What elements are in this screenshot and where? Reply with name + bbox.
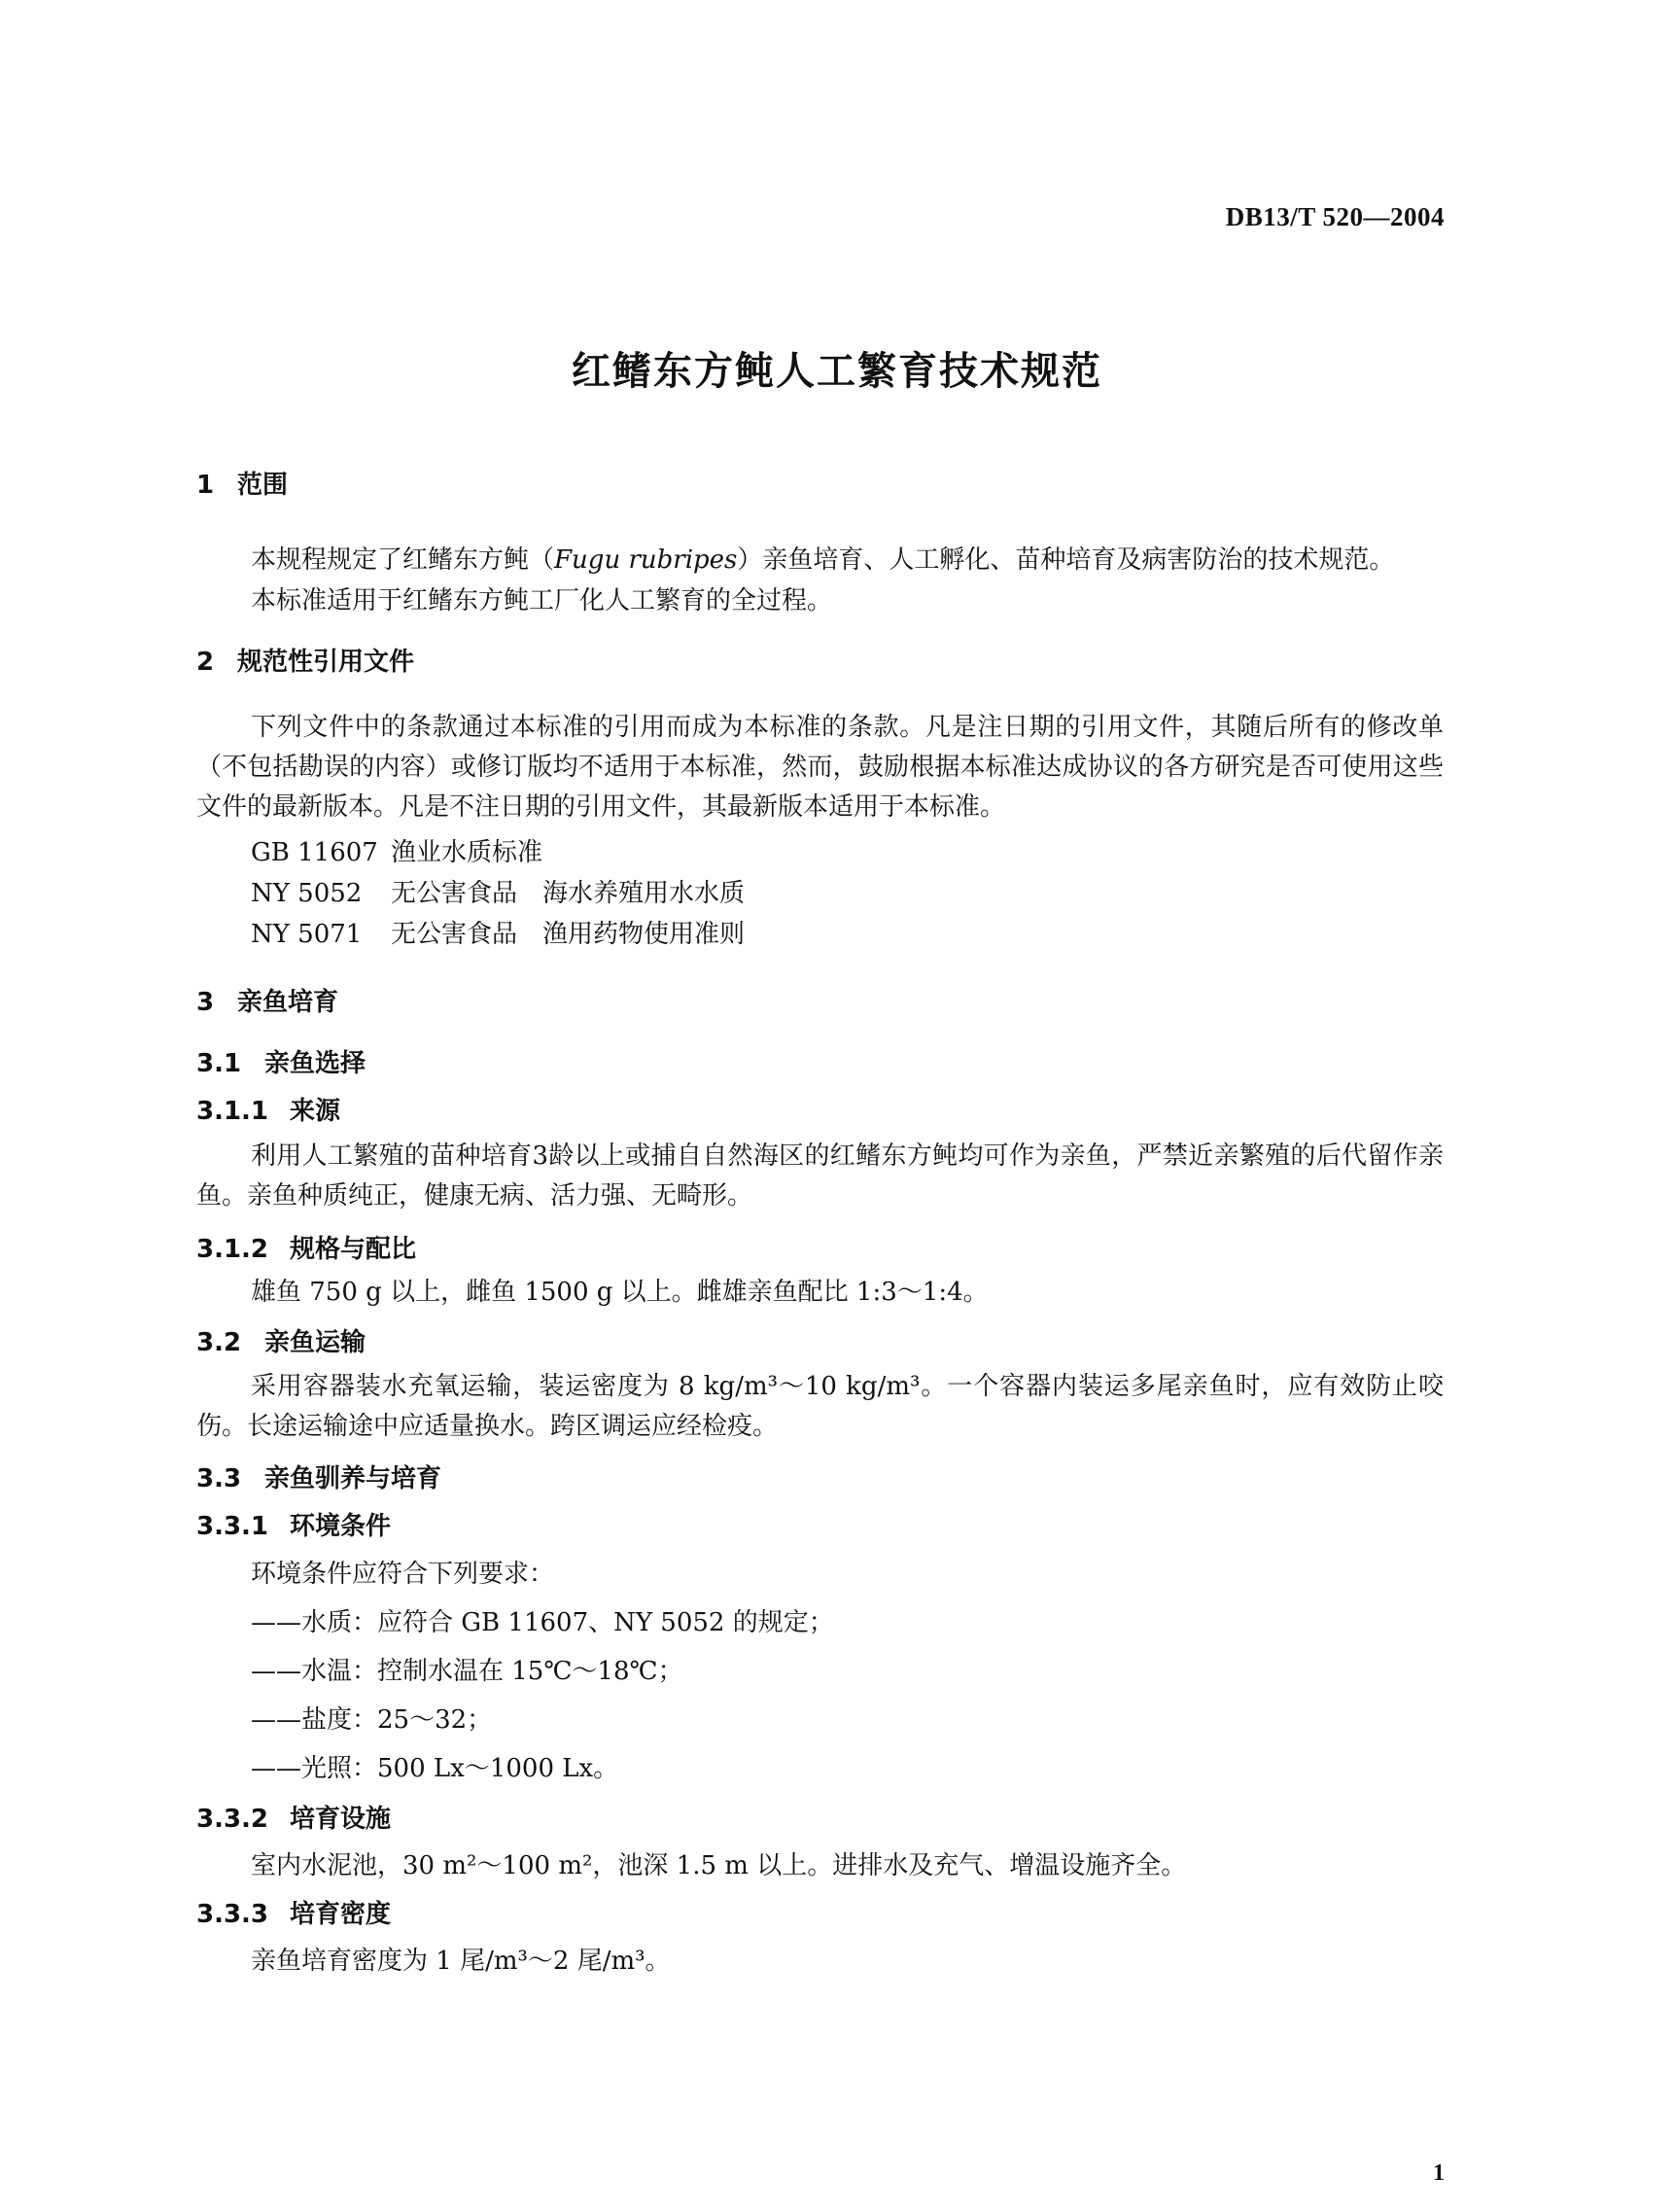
subsection-number: 3.3.3 [196, 1900, 269, 1929]
section-title: 亲鱼培育 [237, 988, 339, 1017]
subsection-title: 亲鱼驯养与培育 [264, 1464, 442, 1493]
scope-text-post: ）亲鱼培育、人工孵化、苗种培育及病害防治的技术规范。 [737, 545, 1395, 575]
reference-code: NY 5071 [251, 920, 363, 949]
reference-code: GB 11607 [251, 838, 378, 867]
transport-paragraph: 采用容器装水充氧运输，装运密度为 8 kg/m³～10 kg/m³。一个容器内装运多尾亲鱼时，应有效防止咬伤。长途运输途中应适量换水。跨区调运应经检疫。 [196, 1372, 1444, 1441]
subsection-title: 培育密度 [290, 1900, 392, 1929]
standard-code: DB13/T 520—2004 [1225, 202, 1445, 231]
reference-item [251, 914, 745, 950]
subsection-title: 环境条件 [290, 1512, 392, 1541]
subsection-heading-3-2 [196, 1322, 366, 1358]
reference-name: 渔业水质标准 [391, 838, 543, 867]
subsection-number: 3.2 [196, 1328, 242, 1357]
section-heading-3 [196, 982, 338, 1018]
subsection-title: 规格与配比 [290, 1235, 417, 1264]
subsection-number: 3.3.1 [196, 1512, 269, 1541]
subsection-heading-3-1 [196, 1043, 366, 1079]
environment-intro: 环境条件应符合下列要求： [251, 1560, 555, 1589]
subsection-heading-3-3-2 [196, 1799, 391, 1835]
subsection-title: 亲鱼运输 [264, 1328, 366, 1357]
subsection-heading-3-3 [196, 1458, 441, 1494]
section-number: 1 [196, 471, 215, 500]
section-title: 范围 [237, 471, 289, 500]
subsection-heading-3-3-1 [196, 1506, 391, 1542]
subsection-title: 亲鱼选择 [264, 1049, 366, 1078]
latin-name: Fugu rubripes [554, 545, 738, 575]
subsection-heading-3-1-1 [196, 1091, 340, 1127]
reference-name: 无公害食品 渔用药物使用准则 [391, 920, 746, 949]
density-paragraph: 亲鱼培育密度为 1 尾/m³～2 尾/m³。 [251, 1947, 671, 1976]
page-title: 红鳍东方鲀人工繁育技术规范 [572, 349, 1102, 394]
section-heading-1 [196, 465, 288, 501]
subsection-heading-3-1-2 [196, 1229, 416, 1265]
subsection-number: 3.1 [196, 1049, 242, 1078]
scope-text-pre: 本规程规定了红鳍东方鲀（ [251, 545, 555, 575]
page-number: 1 [1433, 2160, 1445, 2186]
environment-item: ——水温：控制水温在 15℃～18℃； [251, 1657, 683, 1686]
subsection-number: 3.1.2 [196, 1235, 269, 1264]
scope-paragraph-1 [196, 541, 1444, 580]
environment-item: ——盐度：25～32； [251, 1705, 493, 1735]
subsection-title: 培育设施 [290, 1805, 392, 1834]
reference-item [251, 873, 745, 909]
reference-code: NY 5052 [251, 879, 363, 908]
environment-item: ——光照：500 Lx～1000 Lx。 [251, 1754, 619, 1783]
scope-paragraph-2: 本标准适用于红鳍东方鲀工厂化人工繁育的全过程。 [251, 586, 833, 615]
section-heading-2 [196, 642, 414, 678]
facility-paragraph: 室内水泥池，30 m²～100 m²，池深 1.5 m 以上。进排水及充气、增温设施齐全。 [251, 1851, 1187, 1880]
section-number: 3 [196, 988, 215, 1017]
normative-references-paragraph: 下列文件中的条款通过本标准的引用而成为本标准的条款。凡是注日期的引用文件，其随后所有的修改单（不包括勘误的内容）或修订版均不适用于本标准，然而，鼓励根据本标准达成协议的各方研究是否可使用这些文件的最新版本。凡是不注日期的引用文件，其最新版本适用于本标准。 [196, 713, 1444, 822]
reference-name: 无公害食品 海水养殖用水水质 [391, 879, 746, 908]
subsection-number: 3.3.2 [196, 1805, 269, 1834]
section-title: 规范性引用文件 [237, 648, 415, 677]
subsection-title: 来源 [290, 1097, 341, 1126]
section-number: 2 [196, 648, 215, 677]
source-paragraph: 利用人工繁殖的苗种培育3龄以上或捕自自然海区的红鳍东方鲀均可作为亲鱼，严禁近亲繁殖的后代留作亲鱼。亲鱼种质纯正，健康无病、活力强、无畸形。 [196, 1141, 1444, 1211]
subsection-heading-3-3-3 [196, 1894, 391, 1930]
environment-item: ——水质：应符合 GB 11607、NY 5052 的规定； [251, 1608, 834, 1637]
subsection-number: 3.3 [196, 1464, 242, 1493]
reference-item [251, 832, 542, 868]
subsection-number: 3.1.1 [196, 1097, 269, 1126]
size-ratio-paragraph: 雄鱼 750 g 以上，雌鱼 1500 g 以上。雌雄亲鱼配比 1:3～1:4。 [251, 1278, 989, 1307]
